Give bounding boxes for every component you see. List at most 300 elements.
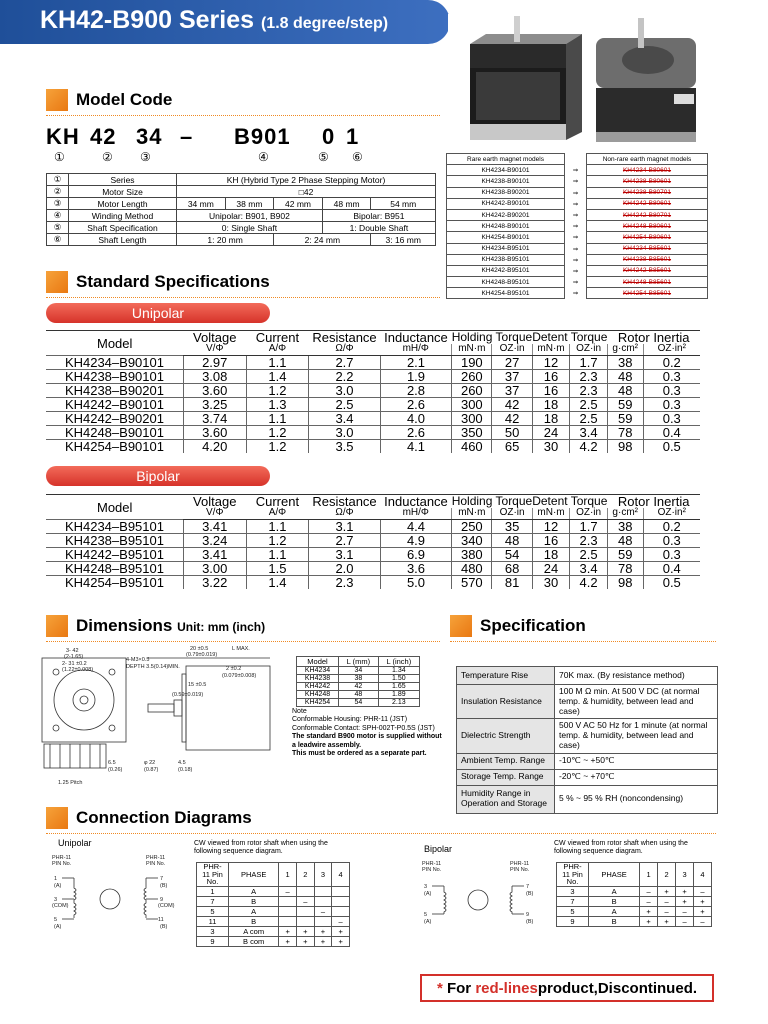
spec-value: 3.6 xyxy=(380,562,451,576)
rare-earth-model: KH4242-B95101 xyxy=(447,265,565,276)
spec-value: 68 xyxy=(492,562,532,576)
replacement-row xyxy=(447,288,708,299)
seq-cell xyxy=(296,906,314,916)
model-name: KH4238–B95101 xyxy=(46,534,183,548)
svg-text:(A): (A) xyxy=(424,919,432,925)
seq-cell: – xyxy=(694,886,712,896)
replacement-row xyxy=(447,243,708,254)
model-name: KH4234–B90101 xyxy=(46,356,183,370)
model-code-header: Model Code xyxy=(46,86,172,114)
svg-text:9: 9 xyxy=(526,912,530,918)
bipolar-conn-note: CW viewed from rotor shaft when using the following sequence diagram. xyxy=(554,840,688,856)
spec-item xyxy=(457,753,718,769)
seq-cell: + xyxy=(676,886,694,896)
model-name: KH4238–B90101 xyxy=(46,370,183,384)
spec-value: 0.3 xyxy=(643,412,700,426)
seq-cell: A com xyxy=(229,926,279,936)
spec-value: 2.5 xyxy=(309,398,381,412)
length-cell: KH4242 xyxy=(297,683,339,691)
spec-value: 30 xyxy=(532,440,570,454)
svg-text:5: 5 xyxy=(424,912,428,918)
unit-label: OZ·in² xyxy=(643,508,700,520)
svg-text:1: 1 xyxy=(54,876,58,882)
spec-value: 3.4 xyxy=(570,562,608,576)
non-rare-earth-model: KH4234-B80601 xyxy=(587,165,708,176)
non-rare-earth-model: KH4242-B80701 xyxy=(587,209,708,220)
motor-photo-right xyxy=(582,14,710,154)
code-index: ④ xyxy=(258,150,269,164)
svg-text:(0.87): (0.87) xyxy=(144,767,159,773)
spec-value: 3.22 xyxy=(183,576,246,590)
unit-label: g·cm² xyxy=(607,508,643,520)
unit-label: g·cm² xyxy=(607,344,643,356)
unipolar-spec-table: Model Voltage Current Resistance Inductance Holding Torque Detent Torque Rotor Inertia V/Φ A/Φ Ω/Φ mH/Φ mN·m OZ·in mN·m OZ·in g·cm² OZ·in² KH4234–B90101 2.97 1.1 2.7 2.1 190 27 12 1.7 38 0.2 KH4238–B90101 3.08 1.4 2.2 1.9 260 37 16 2.3 48 0.3 KH4238–B90201 3.60 1.2 3.0 2.8 260 37 16 2.3 48 0.3 KH4242–B90101 3.25 1.3 2.5 2.6 300 42 18 2.5 59 0.3 KH4242–B90201 3.74 1.1 3.4 4.0 300 42 18 2.5 59 0.3 KH4248–B90101 3.60 1.2 3.0 2.6 350 50 24 3.4 78 0.4 KH4254–B90101 4.20 1.2 3.5 4.1 460 65 30 4.2 98 0.5 xyxy=(46,330,700,453)
rare-earth-model: KH4238-B95101 xyxy=(447,254,565,265)
bipolar-wiring-diagram xyxy=(418,856,548,928)
non-rare-earth-model: KH4242-B80601 xyxy=(587,198,708,209)
length-cell: 1.89 xyxy=(378,691,419,699)
svg-text:(B): (B) xyxy=(526,891,534,897)
spec-value: 6.9 xyxy=(380,548,451,562)
seq-cell xyxy=(296,916,314,926)
spec-value: 81 xyxy=(492,576,532,590)
spec-value: 0.5 xyxy=(643,440,700,454)
seq-cell: 3 xyxy=(197,926,229,936)
bipolar-spec-table: Model Voltage Current Resistance Inductance Holding Torque Detent Torque Rotor Inertia V/Φ A/Φ Ω/Φ mH/Φ mN·m OZ·in mN·m OZ·in g·cm² OZ·in² KH4234–B95101 3.41 1.1 3.1 4.4 250 35 12 1.7 38 0.2 KH4238–B95101 3.24 1.2 2.7 4.9 340 48 16 2.3 48 0.3 KH4242–B95101 3.41 1.1 3.1 6.9 380 54 18 2.5 59 0.3 KH4248–B95101 3.00 1.5 2.0 3.6 480 68 24 3.4 78 0.4 KH4254–B95101 3.22 1.4 2.3 5.0 570 81 30 4.2 98 0.5 xyxy=(46,494,700,589)
spec-value: 1.7 xyxy=(570,520,608,534)
spec-value: 38 xyxy=(607,520,643,534)
length-row xyxy=(297,699,420,707)
spec-value: 4.20 xyxy=(183,440,246,454)
spec-value: 2.5 xyxy=(570,412,608,426)
spec-item xyxy=(457,769,718,785)
length-cell: KH4254 xyxy=(297,699,339,707)
spec-value: 3.08 xyxy=(183,370,246,384)
spec-value: 250 xyxy=(452,520,492,534)
spec-desc: 5 % ~ 95 % RH (noncondensing) xyxy=(555,785,718,813)
seq-cell: – xyxy=(658,896,676,906)
spec-value: 59 xyxy=(607,548,643,562)
spec-label: Dielectric Strength xyxy=(457,719,555,753)
spec-value: 0.4 xyxy=(643,562,700,576)
seq-header: 3 xyxy=(676,863,694,887)
model-name: KH4238–B90201 xyxy=(46,384,183,398)
bipolar-sequence-table xyxy=(556,862,712,927)
model-code-indices xyxy=(46,150,376,166)
seq-header: 1 xyxy=(640,863,658,887)
unit-label: mN·m xyxy=(532,344,570,356)
rare-earth-model: KH4248-B95101 xyxy=(447,277,565,288)
seq-cell: + xyxy=(640,906,658,916)
seq-header: 1 xyxy=(279,863,297,887)
seq-cell: + xyxy=(296,936,314,946)
seq-header: PHASE xyxy=(229,863,279,887)
svg-text:9: 9 xyxy=(160,897,164,903)
arrow-icon: ⇒ xyxy=(572,290,579,298)
rare-earth-model: KH4242-B90201 xyxy=(447,209,565,220)
spec-value: 4.2 xyxy=(570,440,608,454)
standard-specs-header: Standard Specifications xyxy=(46,268,270,296)
rare-earth-model: KH4254-B90101 xyxy=(447,232,565,243)
replacement-row xyxy=(447,176,708,187)
spec-value: 0.3 xyxy=(643,548,700,562)
spec-value: 2.0 xyxy=(309,562,381,576)
seq-row xyxy=(557,886,712,896)
seq-header: PHR-11 Pin No. xyxy=(197,863,229,887)
specification-table xyxy=(456,666,718,814)
arrow-icon: ⇒ xyxy=(572,223,579,231)
seq-cell: – xyxy=(694,916,712,926)
discontinued-notice: * For red-lines product,Discontinued. xyxy=(420,974,714,1002)
svg-text:(0.79±0.019): (0.79±0.019) xyxy=(186,652,218,658)
seq-cell: 5 xyxy=(557,906,589,916)
spec-value: 16 xyxy=(532,384,570,398)
svg-text:(0.18): (0.18) xyxy=(178,767,193,773)
svg-text:PIN No.: PIN No. xyxy=(146,861,166,867)
seq-cell xyxy=(314,916,332,926)
spec-desc: 100 M Ω min. At 500 V DC (at normal temp. & humidity, between lead and case) xyxy=(555,685,718,719)
non-rare-earth-model: KH4238-B80701 xyxy=(587,187,708,198)
dimension-drawing xyxy=(36,644,286,792)
spec-value: 2.3 xyxy=(570,534,608,548)
length-cell: 1.50 xyxy=(378,675,419,683)
spec-value: 27 xyxy=(492,356,532,370)
spec-value: 3.1 xyxy=(309,548,381,562)
spec-value: 0.4 xyxy=(643,426,700,440)
svg-text:(A): (A) xyxy=(54,924,62,930)
replacement-row xyxy=(447,209,708,220)
arrow-icon: ⇒ xyxy=(572,200,579,208)
spec-value: 3.41 xyxy=(183,548,246,562)
seq-header: 2 xyxy=(658,863,676,887)
spec-value: 3.00 xyxy=(183,562,246,576)
spec-row xyxy=(46,576,700,590)
svg-text:PIN No.: PIN No. xyxy=(510,867,530,873)
seq-cell: A xyxy=(589,886,640,896)
seq-row xyxy=(197,896,350,906)
spec-value: 2.2 xyxy=(309,370,381,384)
rare-earth-model: KH4238-B90201 xyxy=(447,187,565,198)
unipolar-sequence-table xyxy=(196,862,350,947)
spec-value: 260 xyxy=(452,370,492,384)
seq-cell: + xyxy=(694,896,712,906)
seq-cell xyxy=(314,896,332,906)
seq-row xyxy=(197,936,350,946)
model-name: KH4242–B90201 xyxy=(46,412,183,426)
spec-value: 3.1 xyxy=(309,520,381,534)
svg-text:PHR-11: PHR-11 xyxy=(52,855,72,861)
seq-header: 4 xyxy=(694,863,712,887)
spec-value: 0.3 xyxy=(643,384,700,398)
non-rare-earth-model: KH4238-B80601 xyxy=(587,176,708,187)
length-cell: 1.65 xyxy=(378,683,419,691)
spec-value: 35 xyxy=(492,520,532,534)
arrow-icon: ⇒ xyxy=(572,245,579,253)
replacement-row xyxy=(447,165,708,176)
seq-cell: B xyxy=(229,916,279,926)
spec-value: 1.2 xyxy=(246,384,309,398)
spec-value: 24 xyxy=(532,562,570,576)
unit-label: Ω/Φ xyxy=(309,344,381,356)
spec-value: 190 xyxy=(452,356,492,370)
spec-value: 1.5 xyxy=(246,562,309,576)
spec-value: 3.0 xyxy=(309,384,381,398)
unit-label: OZ·in xyxy=(570,344,608,356)
length-table: Model L (mm) L (inch) KH4234 34 1.34 KH4238 38 1.50 KH4242 42 1.65 KH4248 48 1.89 KH4254 54 2.13 xyxy=(296,656,420,707)
seq-cell: + xyxy=(332,926,350,936)
length-cell: KH4238 xyxy=(297,675,339,683)
seq-row xyxy=(197,886,350,896)
spec-value: 30 xyxy=(532,576,570,590)
spec-value: 2.6 xyxy=(380,398,451,412)
spec-value: 16 xyxy=(532,370,570,384)
seq-cell xyxy=(279,916,297,926)
seq-cell: B xyxy=(589,916,640,926)
dimensions-header: Dimensions Unit: mm (inch) xyxy=(46,612,265,640)
code-part: 0 xyxy=(322,124,336,149)
svg-text:(B): (B) xyxy=(160,924,168,930)
unit-label: mH/Φ xyxy=(380,508,451,520)
spec-value: 1.1 xyxy=(246,548,309,562)
non-rare-earth-model: KH4248-B85601 xyxy=(587,277,708,288)
spec-value: 2.5 xyxy=(570,398,608,412)
length-cell: 54 xyxy=(339,699,379,707)
svg-text:PHR-11: PHR-11 xyxy=(422,861,442,867)
seq-cell: + xyxy=(658,916,676,926)
spec-item xyxy=(457,719,718,753)
length-cell: KH4234 xyxy=(297,667,339,675)
spec-row xyxy=(46,356,700,370)
spec-value: 48 xyxy=(607,370,643,384)
spec-value: 0.2 xyxy=(643,520,700,534)
seq-cell xyxy=(332,896,350,906)
unit-label: V/Φ xyxy=(183,508,246,520)
spec-value: 4.4 xyxy=(380,520,451,534)
page-title: KH42-B900 Series xyxy=(40,6,255,34)
spec-row xyxy=(46,440,700,454)
length-row xyxy=(297,675,420,683)
spec-value: 1.7 xyxy=(570,356,608,370)
spec-label: Storage Temp. Range xyxy=(457,769,555,785)
code-index: ① xyxy=(54,150,65,164)
svg-text:(2-1.65): (2-1.65) xyxy=(64,654,84,660)
replacement-row xyxy=(447,265,708,276)
length-cell: 2.13 xyxy=(378,699,419,707)
code-index: ③ xyxy=(140,150,151,164)
length-cell: 1.34 xyxy=(378,667,419,675)
seq-cell: + xyxy=(640,916,658,926)
non-rare-earth-model: KH4238-B85601 xyxy=(587,254,708,265)
model-name: KH4254–B90101 xyxy=(46,440,183,454)
length-row xyxy=(297,691,420,699)
seq-cell: – xyxy=(279,886,297,896)
spec-value: 1.2 xyxy=(246,440,309,454)
svg-text:PHR-11: PHR-11 xyxy=(146,855,166,861)
spec-value: 54 xyxy=(492,548,532,562)
unit-label: mN·m xyxy=(452,508,492,520)
spec-value: 3.5 xyxy=(309,440,381,454)
svg-text:6.5: 6.5 xyxy=(108,760,116,766)
non-rare-earth-model: KH4248-B80601 xyxy=(587,221,708,232)
spec-desc: 70K max. (By resistance method) xyxy=(555,667,718,685)
spec-value: 65 xyxy=(492,440,532,454)
svg-text:(0.26): (0.26) xyxy=(108,767,123,773)
rare-earth-model: KH4254-B95101 xyxy=(447,288,565,299)
spec-value: 2.97 xyxy=(183,356,246,370)
seq-header: 2 xyxy=(296,863,314,887)
seq-cell: B com xyxy=(229,936,279,946)
spec-value: 2.8 xyxy=(380,384,451,398)
spec-value: 2.3 xyxy=(309,576,381,590)
length-cell: 42 xyxy=(339,683,379,691)
non-rare-earth-model: KH4234-B85601 xyxy=(587,243,708,254)
seq-header: 4 xyxy=(332,863,350,887)
code-part: 34 xyxy=(136,124,163,149)
seq-cell: 7 xyxy=(557,896,589,906)
seq-cell: – xyxy=(658,906,676,916)
spec-value: 59 xyxy=(607,398,643,412)
spec-value: 12 xyxy=(532,520,570,534)
unipolar-wiring-diagram xyxy=(48,850,194,934)
seq-cell: A xyxy=(229,906,279,916)
replacement-row xyxy=(447,198,708,209)
code-index: ② xyxy=(102,150,113,164)
seq-cell: B xyxy=(589,896,640,906)
spec-row xyxy=(46,548,700,562)
unit-label: A/Φ xyxy=(246,508,309,520)
spec-value: 1.4 xyxy=(246,370,309,384)
spec-row xyxy=(46,398,700,412)
arrow-icon: ⇒ xyxy=(572,178,579,186)
spec-value: 300 xyxy=(452,398,492,412)
spec-value: 42 xyxy=(492,412,532,426)
svg-text:(COM): (COM) xyxy=(52,903,69,909)
spec-value: 2.5 xyxy=(570,548,608,562)
spec-item xyxy=(457,785,718,813)
code-part: 42 xyxy=(90,124,117,149)
bipolar-label: Bipolar xyxy=(46,466,270,486)
unipolar-conn-note: CW viewed from rotor shaft when using the following sequence diagram. xyxy=(194,840,328,856)
spec-value: 37 xyxy=(492,370,532,384)
spec-value: 300 xyxy=(452,412,492,426)
seq-header: 3 xyxy=(314,863,332,887)
code-index: ⑤ xyxy=(318,150,329,164)
motor-photo-left xyxy=(448,14,590,152)
svg-text:PIN No.: PIN No. xyxy=(52,861,72,867)
seq-row xyxy=(557,916,712,926)
svg-text:(0.59±0.019): (0.59±0.019) xyxy=(172,692,204,698)
seq-cell: 5 xyxy=(197,906,229,916)
spec-value: 1.9 xyxy=(380,370,451,384)
connection-header: Connection Diagrams xyxy=(46,804,252,832)
rare-earth-model: KH4248-B90101 xyxy=(447,221,565,232)
svg-text:20 ±0.5: 20 ±0.5 xyxy=(190,646,209,652)
svg-text:7: 7 xyxy=(160,876,164,882)
dimension-notes: Note Conformable Housing: PHR-11 (JST) Conformable Contact: SPH-002T-P0.5S (JST) The standard B900 motor is supplied without a leadwire assembly. This must be ordered as a separate part. xyxy=(292,708,442,757)
code-part: KH xyxy=(46,124,80,149)
seq-cell: B xyxy=(229,896,279,906)
seq-cell: 11 xyxy=(197,916,229,926)
spec-label: Ambient Temp. Range xyxy=(457,753,555,769)
replacement-row xyxy=(447,187,708,198)
code-part: 1 xyxy=(346,124,360,149)
spec-value: 4.1 xyxy=(380,440,451,454)
spec-value: 98 xyxy=(607,576,643,590)
spec-value: 2.3 xyxy=(570,370,608,384)
seq-cell: 7 xyxy=(197,896,229,906)
svg-text:4.5: 4.5 xyxy=(178,760,186,766)
seq-cell xyxy=(279,896,297,906)
length-cell: 34 xyxy=(339,667,379,675)
svg-text:(0.079±0.008): (0.079±0.008) xyxy=(222,673,257,679)
length-cell: 48 xyxy=(339,691,379,699)
svg-text:(A): (A) xyxy=(54,883,62,889)
spec-row xyxy=(46,426,700,440)
spec-value: 5.0 xyxy=(380,576,451,590)
spec-value: 38 xyxy=(607,356,643,370)
unipolar-label: Unipolar xyxy=(46,303,270,323)
arrow-icon: ⇒ xyxy=(572,167,579,175)
spec-row xyxy=(46,384,700,398)
code-part: – xyxy=(180,124,194,149)
spec-value: 4.0 xyxy=(380,412,451,426)
unit-label: mN·m xyxy=(452,344,492,356)
spec-value: 0.3 xyxy=(643,398,700,412)
spec-value: 98 xyxy=(607,440,643,454)
spec-value: 1.1 xyxy=(246,412,309,426)
spec-value: 3.0 xyxy=(309,426,381,440)
svg-text:15 ±0.5: 15 ±0.5 xyxy=(188,682,207,688)
spec-label: Humidity Range in Operation and Storage xyxy=(457,785,555,813)
unit-label: mN·m xyxy=(532,508,570,520)
svg-text:DEPTH 3.5(0.14)MIN.: DEPTH 3.5(0.14)MIN. xyxy=(126,664,180,670)
svg-text:(A): (A) xyxy=(424,891,432,897)
unit-label: OZ·in xyxy=(570,508,608,520)
rare-earth-model: KH4234-B90101 xyxy=(447,165,565,176)
spec-value: 3.60 xyxy=(183,426,246,440)
specification-header: Specification xyxy=(450,612,586,640)
bipolar-conn-label: Bipolar xyxy=(424,844,453,854)
arrow-icon: ⇒ xyxy=(572,212,579,220)
svg-text:(B): (B) xyxy=(526,919,534,925)
seq-header: PHASE xyxy=(589,863,640,887)
replacement-table: Rare earth magnet models Non-rare earth magnet models KH4234-B90101 ⇒ KH4234-B80601 KH4238-B90101 ⇒ KH4238-B80601 KH4238-B90201 ⇒ KH4238-B80701 KH4242-B90101 ⇒ KH4242-B80601 KH4242-B90201 ⇒ KH4242-B80701 KH4248-B90101 ⇒ KH4248-B80601 KH4254-B90101 ⇒ KH4254-B80601 KH4234-B95101 ⇒ KH4234-B85601 KH4238-B95101 ⇒ KH4238-B85601 KH4242-B95101 ⇒ KH4242-B85601 KH4248-B95101 ⇒ KH4248-B85601 KH4254-B95101 ⇒ KH4254-B85601 xyxy=(446,153,708,299)
seq-cell: + xyxy=(314,936,332,946)
title-banner xyxy=(0,0,450,44)
svg-text:11: 11 xyxy=(158,917,164,923)
spec-value: 42 xyxy=(492,398,532,412)
unit-label: OZ·in² xyxy=(643,344,700,356)
spec-value: 18 xyxy=(532,548,570,562)
spec-value: 1.3 xyxy=(246,398,309,412)
spec-value: 4.2 xyxy=(570,576,608,590)
svg-text:L MAX.: L MAX. xyxy=(232,646,250,652)
spec-value: 78 xyxy=(607,426,643,440)
svg-text:5: 5 xyxy=(54,917,58,923)
svg-text:φ 22: φ 22 xyxy=(144,760,156,766)
svg-text:1.25 Pitch: 1.25 Pitch xyxy=(58,780,83,786)
spec-label: Insulation Resistance xyxy=(457,685,555,719)
model-name: KH4248–B95101 xyxy=(46,562,183,576)
non-rare-earth-model: KH4254-B80601 xyxy=(587,232,708,243)
svg-text:2 ±0.2: 2 ±0.2 xyxy=(226,666,242,672)
non-rare-earth-model: KH4254-B85601 xyxy=(587,288,708,299)
svg-text:4-M3×0.5: 4-M3×0.5 xyxy=(126,657,150,663)
spec-value: 2.6 xyxy=(380,426,451,440)
spec-value: 24 xyxy=(532,426,570,440)
spec-value: 3.25 xyxy=(183,398,246,412)
seq-cell xyxy=(279,906,297,916)
